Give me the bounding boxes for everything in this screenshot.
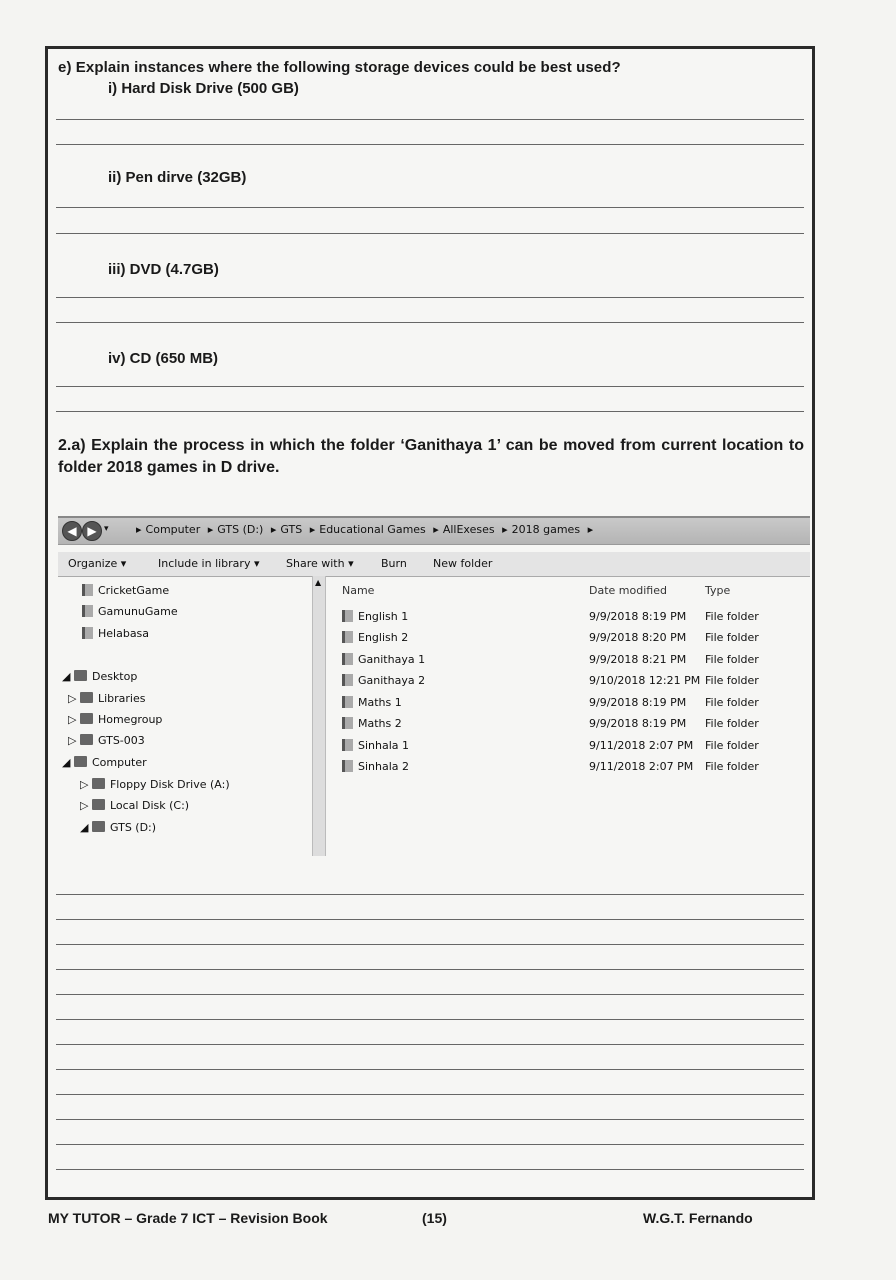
folder-icon xyxy=(342,760,353,772)
burn-button[interactable]: Burn xyxy=(381,557,407,570)
computer-icon xyxy=(74,756,87,767)
include-in-library-button[interactable]: Include in library ▾ xyxy=(158,557,260,570)
footer-page-number: (15) xyxy=(422,1210,447,1226)
tree-item-gts-003[interactable]: ▷ GTS-003 xyxy=(68,734,145,747)
answer-line xyxy=(56,297,804,298)
footer-book-title: MY TUTOR – Grade 7 ICT – Revision Book xyxy=(48,1210,328,1226)
history-dropdown-icon[interactable]: ▾ xyxy=(104,524,109,534)
question-e-item-3: iii) DVD (4.7GB) xyxy=(108,261,219,278)
share-with-button[interactable]: Share with ▾ xyxy=(286,557,354,570)
breadcrumb-item[interactable]: GTS (D:) xyxy=(217,523,264,536)
address-bar[interactable] xyxy=(58,516,810,545)
tree-item-desktop[interactable]: ◢ Desktop xyxy=(62,670,138,683)
file-row[interactable]: English 2 9/9/2018 8:20 PM File folder xyxy=(326,631,810,651)
organize-button[interactable]: Organize ▾ xyxy=(68,557,127,570)
tree-item[interactable]: Helabasa xyxy=(82,627,149,640)
tree-item-local-disk[interactable]: ▷ Local Disk (C:) xyxy=(80,799,190,812)
question-e-item-4: iv) CD (650 MB) xyxy=(108,350,219,367)
tree-item-floppy[interactable]: ▷ Floppy Disk Drive (A:) xyxy=(80,778,230,791)
answer-line xyxy=(56,1044,804,1045)
question-e-item-2: ii) Pen dirve (32GB) xyxy=(108,169,247,186)
tree-item-gts-d[interactable]: ◢ GTS (D:) xyxy=(80,821,157,834)
answer-line xyxy=(56,1144,804,1145)
libraries-icon xyxy=(80,692,93,703)
forward-icon[interactable]: ▶ xyxy=(82,521,102,541)
footer-author: W.G.T. Fernando xyxy=(643,1210,753,1226)
new-folder-button[interactable]: New folder xyxy=(433,557,493,570)
floppy-drive-icon xyxy=(92,778,105,789)
file-row[interactable]: Maths 1 9/9/2018 8:19 PM File folder xyxy=(326,696,810,716)
folder-icon xyxy=(342,696,353,708)
question-e-item-1: i) Hard Disk Drive (500 GB) xyxy=(108,80,299,97)
folder-icon xyxy=(342,653,353,665)
answer-line xyxy=(56,919,804,920)
tree-item[interactable]: CricketGame xyxy=(82,584,169,597)
answer-line xyxy=(56,1069,804,1070)
computer-network-icon xyxy=(80,734,93,745)
homegroup-icon xyxy=(80,713,93,724)
folder-icon xyxy=(82,627,93,639)
explorer-toolbar xyxy=(58,552,810,577)
file-row[interactable]: English 1 9/9/2018 8:19 PM File folder xyxy=(326,610,810,630)
breadcrumb-item[interactable]: Computer xyxy=(145,523,201,536)
column-header-type[interactable]: Type xyxy=(705,584,731,597)
file-row[interactable]: Ganithaya 1 9/9/2018 8:21 PM File folder xyxy=(326,653,810,673)
answer-line xyxy=(56,1119,804,1120)
answer-line xyxy=(56,944,804,945)
column-header-date[interactable]: Date modified xyxy=(589,584,667,597)
folder-icon xyxy=(342,739,353,751)
answer-line xyxy=(56,233,804,234)
breadcrumb: ▸ Computer ▸ GTS (D:) ▸ GTS ▸ Educational Games ▸ AllExeses ▸ 2018 games ▸ xyxy=(136,523,594,536)
back-icon[interactable]: ◀ xyxy=(62,521,82,541)
file-row[interactable]: Sinhala 2 9/11/2018 2:07 PM File folder xyxy=(326,760,810,780)
drive-icon xyxy=(92,821,105,832)
answer-line xyxy=(56,322,804,323)
file-row[interactable]: Sinhala 1 9/11/2018 2:07 PM File folder xyxy=(326,739,810,759)
folder-icon xyxy=(342,610,353,622)
answer-line xyxy=(56,144,804,145)
answer-line xyxy=(56,1094,804,1095)
tree-item-homegroup[interactable]: ▷ Homegroup xyxy=(68,713,163,726)
answer-line xyxy=(56,1019,804,1020)
navigation-scrollbar[interactable] xyxy=(312,576,326,856)
question-e-title: e) Explain instances where the following storage devices could be best used? xyxy=(58,59,621,76)
breadcrumb-item[interactable]: AllExeses xyxy=(442,523,495,536)
answer-line xyxy=(56,994,804,995)
question-2a-text: 2.a) Explain the process in which the folder ‘Ganithaya 1’ can be moved from current location to folder 2018 games in D drive. xyxy=(58,437,804,476)
hard-drive-icon xyxy=(92,799,105,810)
answer-line xyxy=(56,411,804,412)
folder-icon xyxy=(82,605,93,617)
answer-line xyxy=(56,386,804,387)
answer-line xyxy=(56,207,804,208)
file-row[interactable]: Ganithaya 2 9/10/2018 12:21 PM File folder xyxy=(326,674,810,694)
column-header-name[interactable]: Name xyxy=(342,584,375,597)
answer-line xyxy=(56,119,804,120)
file-list xyxy=(326,576,810,856)
file-row[interactable]: Maths 2 9/9/2018 8:19 PM File folder xyxy=(326,717,810,737)
breadcrumb-item[interactable]: GTS xyxy=(280,523,303,536)
folder-icon xyxy=(342,717,353,729)
answer-line xyxy=(56,1169,804,1170)
breadcrumb-item[interactable]: 2018 games xyxy=(511,523,581,536)
answer-line xyxy=(56,894,804,895)
tree-item-libraries[interactable]: ▷ Libraries xyxy=(68,692,146,705)
desktop-icon xyxy=(74,670,87,681)
breadcrumb-item[interactable]: Educational Games xyxy=(319,523,426,536)
folder-icon xyxy=(342,674,353,686)
navigation-pane xyxy=(58,576,316,856)
answer-line xyxy=(56,969,804,970)
scroll-up-icon[interactable]: ▲ xyxy=(315,578,322,587)
folder-icon xyxy=(82,584,93,596)
page-frame xyxy=(45,46,815,1200)
tree-item-computer[interactable]: ◢ Computer xyxy=(62,756,147,769)
tree-item[interactable]: GamunuGame xyxy=(82,605,178,618)
explorer-screenshot xyxy=(58,516,810,856)
folder-icon xyxy=(342,631,353,643)
